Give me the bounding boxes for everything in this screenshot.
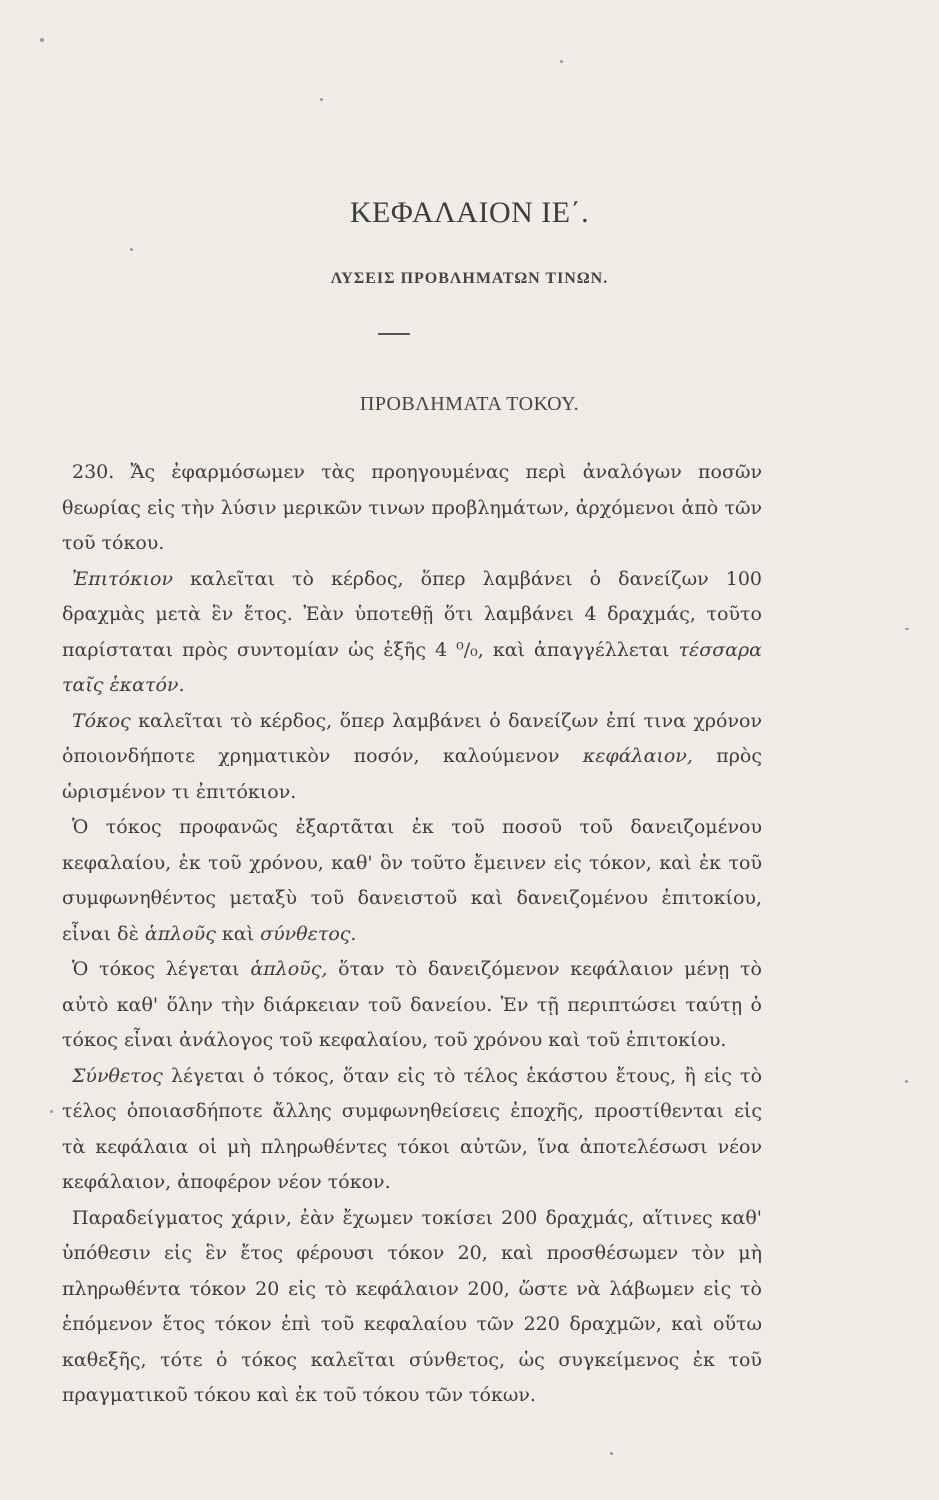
- term-synthetos: Σύνθετος: [72, 1064, 163, 1087]
- term-synthetos: σύνθετος.: [260, 922, 357, 945]
- paper-speck: [610, 1452, 613, 1455]
- term-percent-reading: τέσσαρα ταῖς ἑκατόν.: [62, 638, 762, 696]
- paragraph-compound-interest: [62, 1059, 762, 1201]
- paragraph-epitokion: [62, 562, 762, 704]
- paragraph-dependence: [62, 810, 762, 952]
- chapter-subtitle: ΛΥΣΕΙΣ ΠΡΟΒΛΗΜΑΤΩΝ ΤΙΝΩΝ.: [330, 270, 609, 287]
- paragraph-tokos: [62, 704, 762, 811]
- paragraph-text: Ὁ τόκος προφανῶς ἐξαρτᾶται ἐκ τοῦ ποσοῦ τοῦ δανειζομένου κεφαλαίου, ἐκ τοῦ χρόνου, καθ' ὃν τοῦτο ἔμεινεν εἰς τόκον, καὶ ἐκ τοῦ συμφωνηθέντος μεταξὺ τοῦ δανειστοῦ καὶ δανειζομένου ἐπιτοκίου, εἶναι δὲ: [62, 816, 762, 945]
- paragraph-example: [62, 1201, 762, 1414]
- paper-speck: [905, 1080, 908, 1083]
- paragraph-conjunction: καὶ: [221, 922, 255, 945]
- paper-speck: [40, 38, 44, 42]
- paragraph-text: καλεῖται τὸ κέρδος, ὅπερ λαμβάνει ὁ δανείζων ἐπί τινα χρόνον ὁποιονδήποτε χρηματικὸν ποσόν, καλούμενον: [62, 709, 762, 767]
- divider-rule: [378, 333, 410, 335]
- paragraph-text: λέγεται ὁ τόκος, ὅταν εἰς τὸ τέλος ἑκάστου ἔτους, ἢ εἰς τὸ τέλος ὁποιασδήποτε ἄλλης συμφωνηθείσεις ἐποχῆς, προστίθενται εἰς τὰ κεφάλαια οἱ μὴ πληρωθέντες τόκοι αὐτῶν, ἵνα ἀποτελέσωσι νέον κεφάλαιον, ἀποφέρον νέον τόκον.: [62, 1064, 763, 1193]
- chapter-title: ΚΕΦΑΛΑΙΟΝ ΙΕ΄.: [349, 196, 590, 229]
- paragraph-230: [62, 455, 762, 562]
- term-aplous: ἁπλοῦς,: [250, 958, 328, 980]
- paragraph-text-end: πρὸς ὡρισμένον τι ἐπιτόκιον.: [62, 745, 762, 803]
- paper-speck: [320, 98, 323, 101]
- paragraph-text: Παραδείγματος χάριν, ἐὰν ἔχωμεν τοκίσει 200 δραχμάς, αἵτινες καθ' ὑπόθεσιν εἰς ἓν ἔτος φέρουσι τόκον 20, καὶ προσθέσωμεν τὸν μὴ πληρωθέντα τόκον 20 εἰς τὸ κεφάλαιον 200, ὥστε νὰ λάβωμεν εἰς τὸ ἑπόμενον ἔτος τόκον ἐπὶ τοῦ κεφαλαίου τῶν 220 δραχμῶν, καὶ οὕτω καθεξῆς, τότε ὁ τόκος καλεῖται σύνθετος, ὡς συγκείμενος ἐκ τοῦ πραγματικοῦ τόκου καὶ ἐκ τοῦ τόκου τῶν τόκων.: [62, 1206, 762, 1406]
- term-epitokion: Ἐπιτόκιον: [72, 567, 173, 590]
- body-text: [62, 455, 762, 1414]
- term-aplous: ἁπλοῦς: [144, 922, 216, 945]
- paragraph-text-start: Ὁ τόκος λέγεται: [72, 958, 240, 980]
- term-tokos: Τόκος: [72, 709, 131, 732]
- paragraph-text: 230. Ἄς ἐφαρμόσωμεν τὰς προηγουμένας περὶ ἀναλόγων ποσῶν θεωρίας εἰς τὴν λύσιν μερικῶν τινων προβλημάτων, ἀρχόμενοι ἀπὸ τῶν τοῦ τόκου.: [62, 461, 762, 554]
- paper-speck: [50, 1110, 53, 1113]
- paragraph-text: ὅταν τὸ δανειζόμενον κεφάλαιον μένῃ τὸ αὐτὸ καθ' ὅλην τὴν διάρκειαν τοῦ δανείου. Ἐν τῇ περιπτώσει ταύτῃ ὁ τόκος εἶναι ἀνάλογος τοῦ κεφαλαίου, τοῦ χρόνου καὶ τοῦ ἐπιτοκίου.: [62, 958, 762, 1051]
- paper-speck: [560, 60, 563, 63]
- term-kefalaion: κεφάλαιον,: [582, 745, 693, 767]
- paper-speck: [130, 248, 133, 251]
- section-title: ΠΡΟΒΛΗΜΑΤΑ ΤΟΚΟΥ.: [359, 393, 580, 415]
- paper-speck: [905, 628, 909, 630]
- paragraph-text: καλεῖται τὸ κέρδος, ὅπερ λαμβάνει ὁ δανείζων 100 δραχμὰς μετὰ ἓν ἔτος. Ἐὰν ὑποτεθῇ ὅτι λαμβάνει 4 δραχμάς, τοῦτο παρίσταται πρὸς συντομίαν ὡς ἑξῆς 4 ⁰/₀, καὶ ἀπαγγέλλεται: [62, 567, 763, 661]
- paragraph-simple-interest: [62, 952, 762, 1059]
